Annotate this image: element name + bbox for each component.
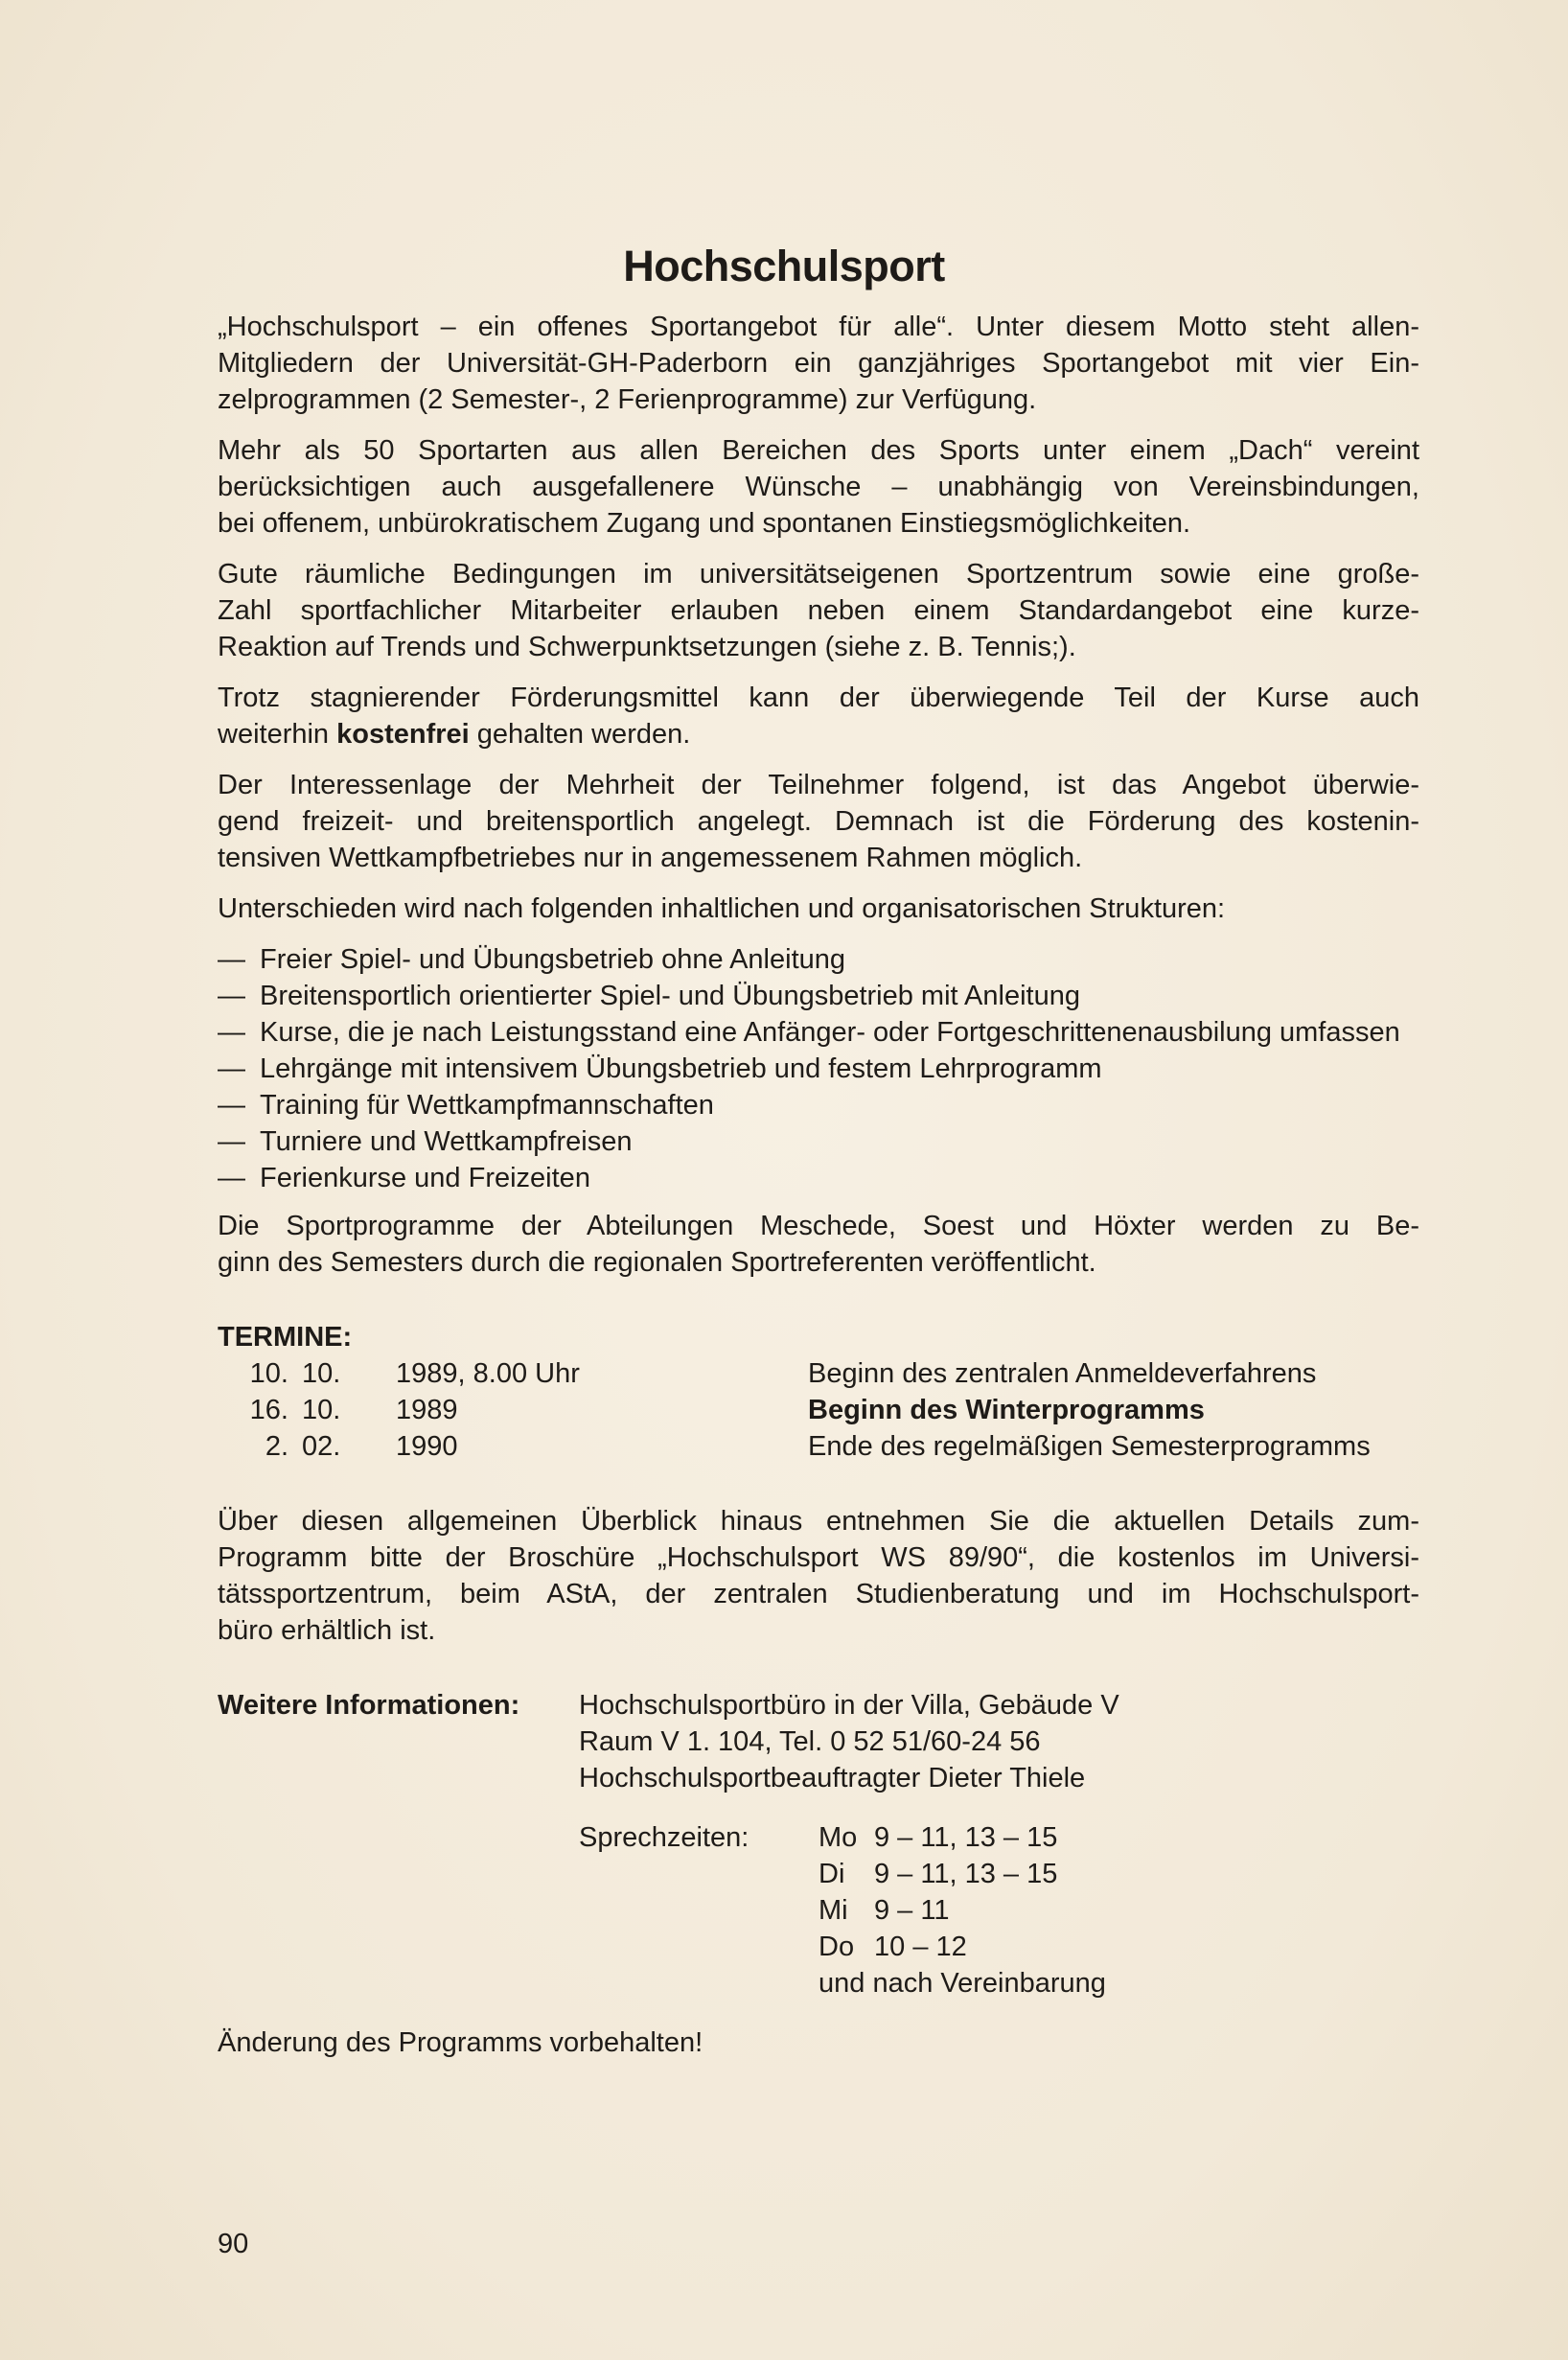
info-line: Hochschulsportbeauftragter Dieter Thiele bbox=[579, 1763, 1086, 1793]
list-item bbox=[218, 941, 1419, 978]
office-hours-schedule bbox=[819, 1819, 1419, 2001]
office-hours bbox=[579, 1819, 1419, 2001]
list-item-text: Training für Wettkampfmannschaften bbox=[260, 1090, 714, 1121]
list-item-text: Turniere und Wettkampfreisen bbox=[260, 1126, 633, 1157]
text-line: Mitgliedern der Universität-GH-Paderborn ein ganzjähriges Sportangebot mit vier Ein- bbox=[218, 348, 1419, 379]
text-line: Programm bitte der Broschüre „Hochschulsport WS 89/90“, die kostenlos im Universi- bbox=[218, 1542, 1419, 1573]
schedule-row bbox=[819, 1929, 1419, 1965]
info-line: Hochschulsportbüro in der Villa, Gebäude V bbox=[579, 1690, 1119, 1721]
list-item bbox=[218, 1160, 1419, 1196]
main-content bbox=[218, 309, 1419, 2061]
text-line: gend freizeit- und breitensportlich angelegt. Demnach ist die Förderung des kostenin- bbox=[218, 806, 1419, 837]
date-month: 02. bbox=[302, 1431, 341, 1462]
text-line: berücksichtigen auch ausgefallenere Wünsche – unabhängig von Vereinsbindungen, bbox=[218, 472, 1419, 502]
text-line: Reaktion auf Trends und Schwerpunktsetzungen (siehe z. B. Tennis;). bbox=[218, 632, 1076, 662]
list-item bbox=[218, 1123, 1419, 1160]
termine-heading: TERMINE: bbox=[218, 1322, 353, 1353]
schedule-row bbox=[819, 1819, 1419, 1856]
paragraph-kostenfrei bbox=[218, 680, 1419, 752]
date-year: 1989, 8.00 Uhr bbox=[396, 1358, 580, 1389]
schedule-row bbox=[819, 1856, 1419, 1892]
office-hours-label: Sprechzeiten: bbox=[579, 1822, 749, 1853]
schedule-times: 9 – 11, 13 – 15 bbox=[874, 1822, 1058, 1853]
list-item-text: Freier Spiel- und Übungsbetrieb ohne Anleitung bbox=[260, 944, 846, 975]
dash-bullet: — bbox=[218, 1017, 245, 1048]
page-title: Hochschulsport bbox=[623, 242, 945, 291]
paragraph-regional bbox=[218, 1208, 1419, 1281]
info-label: Weitere Informationen: bbox=[218, 1690, 520, 1721]
text-segment: weiterhin bbox=[218, 719, 337, 750]
dash-bullet: — bbox=[218, 944, 245, 975]
list-item-text: Kurse, die je nach Leistungsstand eine Anfänger- oder Fortgeschrittenenausbilung umfassen bbox=[260, 1017, 1400, 1048]
event-text: Ende des regelmäßigen Semesterprogramms bbox=[808, 1431, 1371, 1462]
dash-bullet: — bbox=[218, 1126, 245, 1157]
paragraph-motto bbox=[218, 309, 1419, 418]
text-line: tätssportzentrum, beim AStA, der zentralen Studienberatung und im Hochschulsport- bbox=[218, 1579, 1419, 1609]
structure-list bbox=[218, 941, 1419, 1196]
date-month: 10. bbox=[302, 1358, 341, 1389]
schedule-day: Mo bbox=[819, 1822, 858, 1853]
text-line: Unterschieden wird nach folgenden inhaltlichen und organisatorischen Strukturen: bbox=[218, 893, 1226, 924]
list-item-text: Ferienkurse und Freizeiten bbox=[260, 1163, 590, 1193]
text-line: Mehr als 50 Sportarten aus allen Bereichen des Sports unter einem „Dach“ vereint bbox=[218, 435, 1419, 466]
dash-bullet: — bbox=[218, 981, 245, 1011]
schedule-row bbox=[819, 1892, 1419, 1929]
list-item bbox=[218, 1014, 1419, 1051]
text-line: Über diesen allgemeinen Überblick hinaus entnehmen Sie die aktuellen Details zum- bbox=[218, 1506, 1419, 1537]
text-line: büro erhältlich ist. bbox=[218, 1615, 436, 1646]
paragraph-details bbox=[218, 1503, 1419, 1649]
dash-bullet: — bbox=[218, 1090, 245, 1121]
event-text: Beginn des zentralen Anmeldeverfahrens bbox=[808, 1358, 1317, 1389]
schedule-times: 9 – 11, 13 – 15 bbox=[874, 1859, 1058, 1889]
date-year: 1989 bbox=[396, 1395, 458, 1425]
text-line: tensiven Wettkampfbetriebes nur in angemessenem Rahmen möglich. bbox=[218, 843, 1083, 873]
paragraph-strukturen-intro bbox=[218, 891, 1419, 927]
schedule-note: und nach Vereinbarung bbox=[819, 1968, 1106, 1999]
schedule-day: Di bbox=[819, 1859, 845, 1889]
schedule-day: Do bbox=[819, 1932, 855, 1962]
dash-bullet: — bbox=[218, 1053, 245, 1084]
date-day: 16. bbox=[249, 1395, 288, 1425]
text-line: „Hochschulsport – ein offenes Sportangebot für alle“. Unter diesem Motto steht allen- bbox=[218, 312, 1419, 342]
list-item-text: Lehrgänge mit intensivem Übungsbetrieb und festem Lehrprogramm bbox=[260, 1053, 1102, 1084]
list-item-text: Breitensportlich orientierter Spiel- und Übungsbetrieb mit Anleitung bbox=[260, 981, 1080, 1011]
date-year: 1990 bbox=[396, 1431, 458, 1462]
date-day: 2. bbox=[265, 1431, 288, 1462]
termine-table bbox=[218, 1355, 1419, 1465]
footer-note: Änderung des Programms vorbehalten! bbox=[218, 2027, 703, 2058]
dash-bullet: — bbox=[218, 1163, 245, 1193]
date-month: 10. bbox=[302, 1395, 341, 1425]
kostenfrei-emphasis: kostenfrei bbox=[336, 719, 470, 750]
text-line: Die Sportprogramme der Abteilungen Meschede, Soest und Höxter werden zu Be- bbox=[218, 1211, 1419, 1241]
page-number: 90 bbox=[218, 2229, 249, 2259]
date-day: 10. bbox=[249, 1358, 288, 1389]
list-item bbox=[218, 1087, 1419, 1123]
text-segment: gehalten werden. bbox=[469, 719, 691, 750]
text-line: zelprogrammen (2 Semester-, 2 Ferienprogramme) zur Verfügung. bbox=[218, 384, 1037, 415]
text-line: Zahl sportfachlicher Mitarbeiter erlauben neben einem Standardangebot eine kurze- bbox=[218, 595, 1419, 626]
info-block bbox=[218, 1687, 1419, 2001]
event-text-highlight: Beginn des Winterprogramms bbox=[808, 1395, 1205, 1425]
schedule-times: 9 – 11 bbox=[874, 1895, 950, 1926]
paragraph-interessenlage bbox=[218, 767, 1419, 876]
paragraph-bedingungen bbox=[218, 556, 1419, 665]
list-item bbox=[218, 978, 1419, 1014]
text-line: Der Interessenlage der Mehrheit der Teilnehmer folgend, ist das Angebot überwie- bbox=[218, 770, 1419, 800]
list-item bbox=[218, 1051, 1419, 1087]
paragraph-sportarten bbox=[218, 432, 1419, 542]
schedule-times: 10 – 12 bbox=[874, 1932, 967, 1962]
info-lines bbox=[579, 1687, 1419, 2001]
text-line: Gute räumliche Bedingungen im universitätseigenen Sportzentrum sowie eine große- bbox=[218, 559, 1419, 590]
schedule-day: Mi bbox=[819, 1895, 848, 1926]
text-line: bei offenem, unbürokratischem Zugang und spontanen Einstiegsmöglichkeiten. bbox=[218, 508, 1191, 539]
info-line: Raum V 1. 104, Tel. 0 52 51/60-24 56 bbox=[579, 1726, 1041, 1757]
text-line: ginn des Semesters durch die regionalen Sportreferenten veröffentlicht. bbox=[218, 1247, 1096, 1278]
text-line: Trotz stagnierender Förderungsmittel kann der überwiegende Teil der Kurse auch bbox=[218, 683, 1419, 713]
text-line bbox=[218, 716, 1419, 752]
